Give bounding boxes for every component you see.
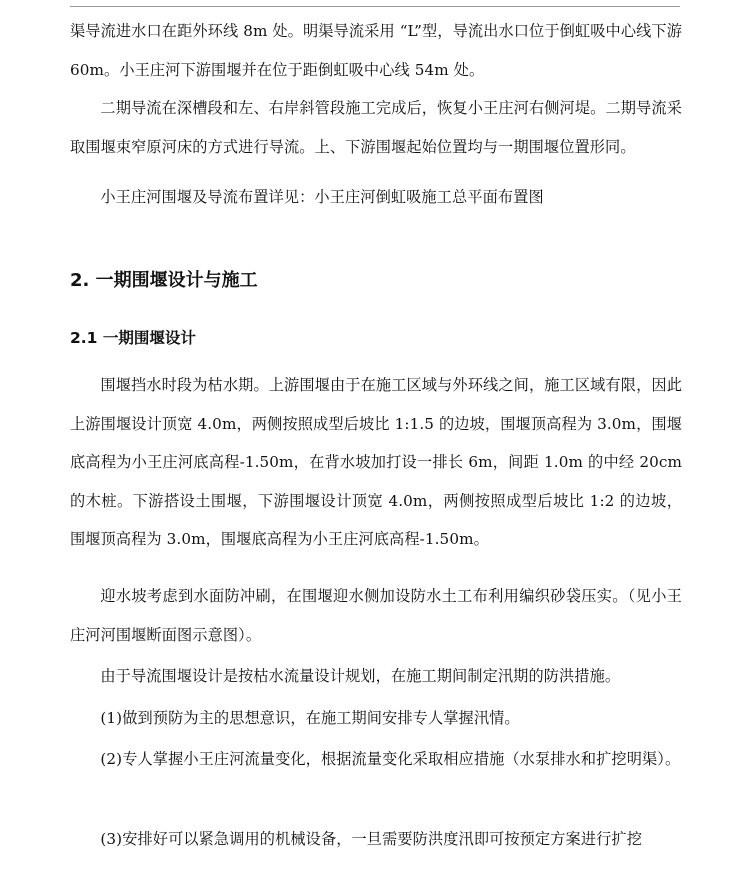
paragraph-layout-reference: 小王庄河围堰及导流布置详见：小王庄河倒虹吸施工总平面布置图: [100, 188, 544, 206]
header-rule: [70, 6, 680, 7]
paragraph-cofferdam-design: 围堰挡水时段为枯水期。上游围堰由于在施工区域与外环线之间，施工区域有限，因此上游围堰设计顶宽 4.0m，两侧按照成型后坡比 1:1.5 的边坡，围堰顶高程为 3.0m，围堰底高程为小王庄河底高程-1.50m，在背水坡加打设一排长 6m，间距 1.0m 的中经 20cm 的木桩。下游搭设土围堰，下游围堰设计顶宽 4.0m，两侧按照成型后坡比 1:2 的边坡，围堰顶高程为 3.0m，围堰底高程为小王庄河底高程-1.50m。: [70, 376, 682, 549]
paragraph-diversion-inlet: 渠导流进水口在距外环线 8m 处。明渠导流采用 “L”型，导流出水口位于倒虹吸中心线下游 60m。小王庄河下游围堰并在位于距倒虹吸中心线 54m 处。: [70, 22, 682, 79]
list-item-2: (2)专人掌握小王庄河流量变化，根据流量变化采取相应措施（水泵排水和扩挖明渠）。: [100, 750, 681, 768]
list-item-3: (3)安排好可以紧急调用的机械设备，一旦需要防洪度汛即可按预定方案进行扩挖: [100, 830, 642, 848]
paragraph-phase-two-diversion: 二期导流在深槽段和左、右岸斜管段施工完成后，恢复小王庄河右侧河堤。二期导流采取围堰束窄原河床的方式进行导流。上、下游围堰起始位置均与一期围堰位置形同。: [70, 99, 682, 156]
list-item-1: (1)做到预防为主的思想意识，在施工期间安排专人掌握汛情。: [100, 709, 520, 727]
paragraph-flood-measures: 由于导流围堰设计是按枯水流量设计规划，在施工期间制定汛期的防洪措施。: [100, 667, 621, 685]
section-heading-2: 2. 一期围堰设计与施工: [70, 270, 258, 291]
paragraph-upstream-slope: 迎水坡考虑到水面防冲刷，在围堰迎水侧加设防水土工布利用编织砂袋压实。（见小王庄河河围堰断面图示意图）。: [70, 587, 682, 644]
section-heading-2-1: 2.1 一期围堰设计: [70, 329, 196, 347]
